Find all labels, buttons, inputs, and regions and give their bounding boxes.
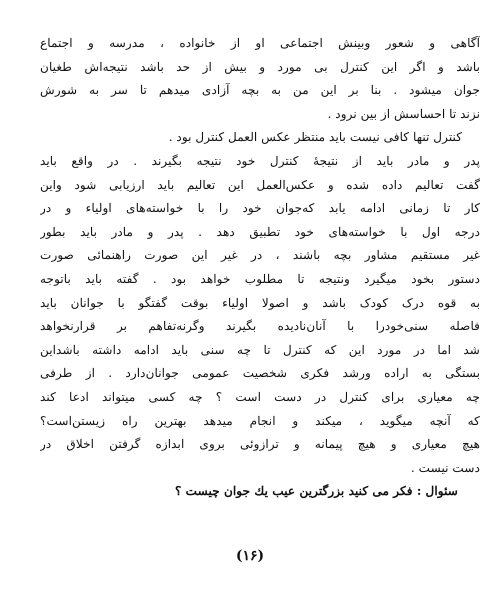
text-line: گفت تعالیم داده شده و عکس‌العمل این تعالیم باید ارزیابی شود واین <box>40 177 480 192</box>
text-line: چه معیاری برای کنترل در دست است ؟ چه کسی میتواند ادعا کند <box>40 389 480 404</box>
text-line: به قوه درک کودک باشد و اصولا اولیاء بوقت گفتگو با جوانان باید <box>40 295 480 310</box>
question-line: سئوال : فکر می کنید بزرگترین عیب یك جوان چیست ؟ <box>174 484 458 499</box>
text-line: هیچ معیاری و هیچ پیمانه و ترازوئی بروی ابدازه گرفتن اخلاق در <box>40 437 480 452</box>
text-line: جوان میشود . بنا بر این من به بچه آزادی میدهم تا سر به شورش <box>40 83 480 98</box>
body-text <box>40 32 480 504</box>
text-line: دستور بخود میگیرد ونتیجه تا مطلوب خواهد بود . گفته باید باتوجه <box>40 271 480 286</box>
paragraph-start-line: کنترل تنها کافی نیست باید منتظر عکس العمل کنترل بود . <box>168 130 462 145</box>
text-line: غیر مستقیم مشاور بچه باشند ، در غیر این صورت راهنمائی صورت <box>40 248 480 263</box>
text-line: نزند تا احساسش از بین نرود . <box>327 106 480 121</box>
text-line: که آنچه میگوید ، میکند و انجام میدهد بهترین راه زیستن‌است؟ <box>40 413 480 428</box>
page-number: (۱۶) <box>235 548 265 564</box>
text-line: باشد و اگر این کنترل بی مورد و بیش از حد باشد نتیجه‌اش طغیان <box>40 59 480 74</box>
text-line: کار تا زمانی ادامه یابد که‌جوان خود را با خواسته‌های اولیاء و در <box>40 201 480 216</box>
text-line: شد اما در مورد این که کنترل تا چه سنی باید ادامه داشته باشداین <box>40 342 480 357</box>
text-line: دست نیست . <box>410 460 480 475</box>
text-line: فاصله سنی‌خودرا با آنان‌نادیده بگیرند وگرنه‌تفاهم بر قرار‌نخواهد <box>40 319 480 334</box>
text-line: آگاهی و شعور وبینش اجتماعی او از خانواده ، مدرسه و اجتماع <box>40 36 480 50</box>
text-line: پدر و مادر باید از نتیجهٔ کنترل خود نتیجه بگیرند . در واقع باید <box>40 153 480 168</box>
text-line: درجه اول با خواسته‌های خود تطبیق دهد . پدر و مادر باید بطور <box>40 224 480 239</box>
text-line: بستگی به اراده ورشد فکری شخصیت عمومی جوانان‌دارد . از طرفی <box>40 366 480 381</box>
